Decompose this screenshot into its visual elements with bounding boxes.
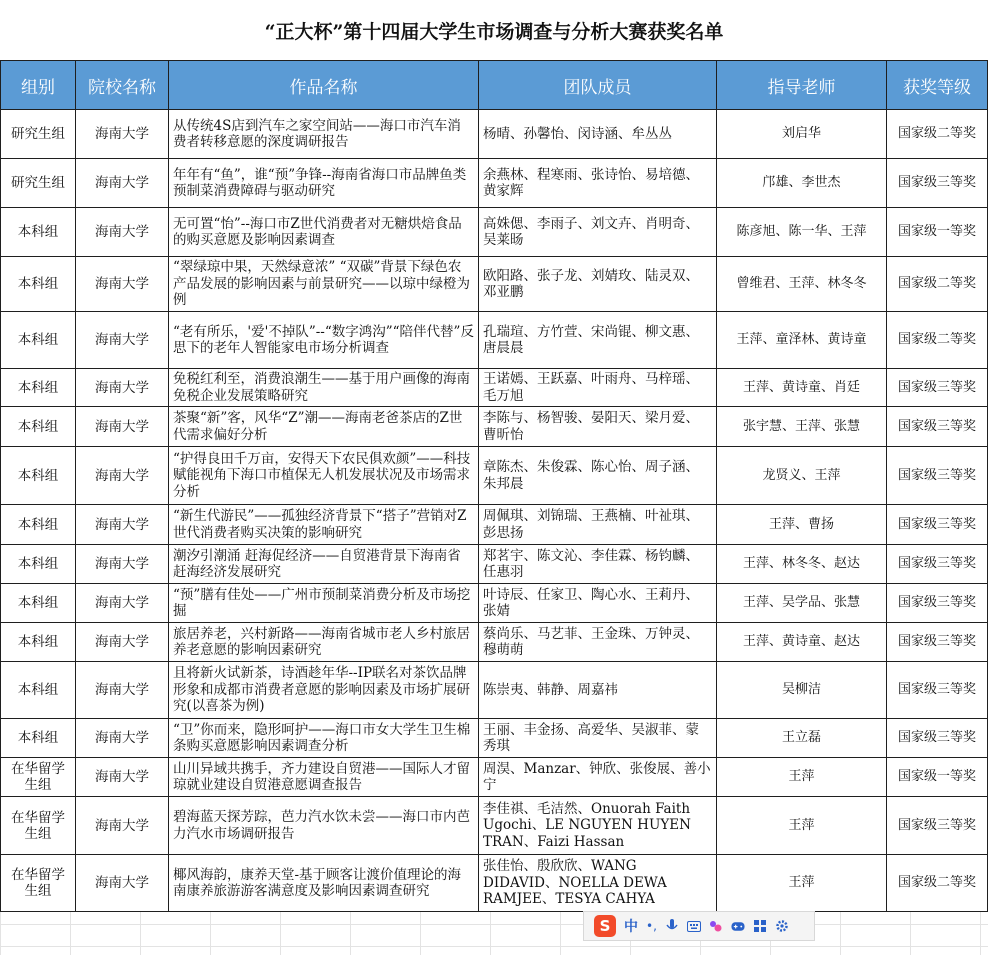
- cell-advisor[interactable]: 张宇慧、王萍、张慧: [717, 407, 887, 447]
- cell-team[interactable]: 周淏、Manzar、钟欣、张俊展、善小宁: [479, 758, 717, 797]
- table-row: [1, 159, 988, 208]
- cell-school[interactable]: 海南大学: [76, 855, 169, 912]
- cell-advisor[interactable]: 王萍、黄诗童、肖廷: [717, 369, 887, 407]
- cell-team[interactable]: 欧阳路、张子龙、刘婧玫、陆灵双、邓亚鹏: [479, 257, 717, 312]
- cell-school[interactable]: 海南大学: [76, 159, 169, 208]
- cell-group[interactable]: 本科组: [1, 545, 76, 584]
- cell-advisor[interactable]: 王萍、童泽林、黄诗童: [717, 312, 887, 369]
- cell-work[interactable]: 茶聚“新”客，风华“Z”潮——海南老爸茶店的Z世代需求偏好分析: [169, 407, 479, 447]
- cell-school[interactable]: 海南大学: [76, 584, 169, 623]
- header-team[interactable]: 团队成员: [479, 61, 717, 110]
- header-work[interactable]: 作品名称: [169, 61, 479, 110]
- table-row: [1, 545, 988, 584]
- cell-advisor[interactable]: 刘启华: [717, 110, 887, 159]
- header-advisor[interactable]: 指导老师: [717, 61, 887, 110]
- cell-work[interactable]: 椰风海韵，康养天堂-基于顾客让渡价值理论的海南康养旅游游客满意度及影响因素调查研究: [169, 855, 479, 912]
- table-row: [1, 257, 988, 312]
- cell-award[interactable]: 国家级三等奖: [887, 159, 988, 208]
- cell-award[interactable]: 国家级三等奖: [887, 447, 988, 505]
- cell-team[interactable]: 叶诗辰、任家卫、陶心水、王莉丹、张婧: [479, 584, 717, 623]
- cell-award[interactable]: 国家级三等奖: [887, 369, 988, 407]
- header-award[interactable]: 获奖等级: [887, 61, 988, 110]
- table-row: [1, 312, 988, 369]
- cell-advisor[interactable]: 曾维君、王萍、林冬冬: [717, 257, 887, 312]
- table-row: [1, 758, 988, 797]
- cell-work[interactable]: “护得良田千万亩，安得天下农民俱欢颜”——科技赋能视角下海口市植保无人机发展状况及市场需求分析: [169, 447, 479, 505]
- cell-award[interactable]: 国家级三等奖: [887, 719, 988, 758]
- cell-team[interactable]: 孔瑞瑄、方竹萱、宋尚锟、柳文惠、唐晨晨: [479, 312, 717, 369]
- table-row: [1, 208, 988, 257]
- cell-work[interactable]: 且将新火试新茶，诗酒趁年华--IP联名对茶饮品牌形象和成都市消费者意愿的影响因素及市场扩展研究(以喜茶为例): [169, 662, 479, 719]
- page-title: “正大杯”第十四届大学生市场调查与分析大赛获奖名单: [0, 0, 988, 60]
- cell-work[interactable]: “预”膳有佳处——广州市预制菜消费分析及市场挖掘: [169, 584, 479, 623]
- cell-team[interactable]: 李佳祺、毛洁然、Onuorah Faith Ugochi、LE NGUYEN HUYEN TRAN、Faizi Hassan: [479, 797, 717, 855]
- cell-group[interactable]: 在华留学生组: [1, 797, 76, 855]
- cell-school[interactable]: 海南大学: [76, 719, 169, 758]
- toolbox-grid-icon[interactable]: [753, 919, 767, 933]
- ime-toolbar[interactable]: [583, 911, 815, 941]
- cell-group[interactable]: 本科组: [1, 447, 76, 505]
- cell-advisor[interactable]: 龙贤义、王萍: [717, 447, 887, 505]
- cell-group[interactable]: 本科组: [1, 369, 76, 407]
- cell-team[interactable]: 杨晴、孙馨怡、闵诗涵、牟丛丛: [479, 110, 717, 159]
- cell-advisor[interactable]: 王萍、曹扬: [717, 505, 887, 545]
- cell-team[interactable]: 郑茗宇、陈文沁、李佳霖、杨钧麟、任惠羽: [479, 545, 717, 584]
- cell-school[interactable]: 海南大学: [76, 312, 169, 369]
- cell-award[interactable]: 国家级三等奖: [887, 545, 988, 584]
- cell-work[interactable]: “老有所乐，'爱'不掉队”--“数字鸿沟”“陪伴代替”反思下的老年人智能家电市场分析调查: [169, 312, 479, 369]
- cell-school[interactable]: 海南大学: [76, 257, 169, 312]
- cell-work[interactable]: 无可置“怡”--海口市Z世代消费者对无糖烘焙食品的购买意愿及影响因素调查: [169, 208, 479, 257]
- gamepad-icon[interactable]: [731, 919, 745, 933]
- awards-table: [0, 60, 988, 912]
- cell-group[interactable]: 本科组: [1, 623, 76, 662]
- cell-award[interactable]: 国家级三等奖: [887, 662, 988, 719]
- cell-group[interactable]: 本科组: [1, 584, 76, 623]
- cell-advisor[interactable]: 吴柳洁: [717, 662, 887, 719]
- cell-work[interactable]: 免税红利至，消费浪潮生——基于用户画像的海南免税企业发展策略研究: [169, 369, 479, 407]
- cell-award[interactable]: 国家级二等奖: [887, 312, 988, 369]
- cell-work[interactable]: 潮汐引潮涌 赶海促经济——自贸港背景下海南省赶海经济发展研究: [169, 545, 479, 584]
- cell-advisor[interactable]: 王萍、吴学品、张慧: [717, 584, 887, 623]
- microphone-icon[interactable]: [665, 919, 679, 933]
- cell-award[interactable]: 国家级一等奖: [887, 758, 988, 797]
- cell-award[interactable]: 国家级三等奖: [887, 584, 988, 623]
- cell-team[interactable]: 高姝偲、李雨子、刘文卉、肖明奇、吴莱旸: [479, 208, 717, 257]
- skin-icon[interactable]: [709, 919, 723, 933]
- cell-school[interactable]: 海南大学: [76, 662, 169, 719]
- cell-team[interactable]: 李陈与、杨智骏、晏阳天、梁月爱、曹昕怡: [479, 407, 717, 447]
- chinese-mode-toggle[interactable]: 中: [624, 919, 638, 935]
- header-group[interactable]: 组别: [1, 61, 76, 110]
- cell-school[interactable]: 海南大学: [76, 110, 169, 159]
- cell-work[interactable]: 从传统4S店到汽车之家空间站——海口市汽车消费者转移意愿的深度调研报告: [169, 110, 479, 159]
- table-row: [1, 797, 988, 855]
- cell-award[interactable]: 国家级三等奖: [887, 407, 988, 447]
- settings-gear-icon[interactable]: [775, 919, 789, 933]
- cell-award[interactable]: 国家级二等奖: [887, 855, 988, 912]
- cell-school[interactable]: 海南大学: [76, 447, 169, 505]
- cell-school[interactable]: 海南大学: [76, 623, 169, 662]
- cell-award[interactable]: 国家级二等奖: [887, 257, 988, 312]
- cell-advisor[interactable]: 邝雄、李世杰: [717, 159, 887, 208]
- header-school[interactable]: 院校名称: [76, 61, 169, 110]
- cell-team[interactable]: 王丽、丰金扬、高爱华、吴淑菲、蒙秀琪: [479, 719, 717, 758]
- table-row: [1, 110, 988, 159]
- cell-group[interactable]: 本科组: [1, 662, 76, 719]
- cell-advisor[interactable]: 王萍、林冬冬、赵达: [717, 545, 887, 584]
- cell-team[interactable]: 王诺嫣、王跃嘉、叶雨舟、马梓瑶、毛万旭: [479, 369, 717, 407]
- cell-advisor[interactable]: 王萍、黄诗童、赵达: [717, 623, 887, 662]
- cell-group[interactable]: 研究生组: [1, 110, 76, 159]
- header-row: [1, 61, 988, 110]
- cell-team[interactable]: 章陈杰、朱俊霖、陈心怡、周子涵、朱邦晨: [479, 447, 717, 505]
- cell-group[interactable]: 本科组: [1, 407, 76, 447]
- cell-work[interactable]: 年年有“鱼”，谁“预”争锋--海南省海口市品牌鱼类预制菜消费障碍与驱动研究: [169, 159, 479, 208]
- cell-school[interactable]: 海南大学: [76, 208, 169, 257]
- sogou-logo-icon[interactable]: S: [594, 915, 616, 937]
- table-row: [1, 623, 988, 662]
- cell-award[interactable]: 国家级二等奖: [887, 110, 988, 159]
- cell-group[interactable]: 本科组: [1, 208, 76, 257]
- cell-work[interactable]: 山川异域共携手，齐力建设自贸港——国际人才留琼就业建设自贸港意愿调查报告: [169, 758, 479, 797]
- cell-advisor[interactable]: 王萍: [717, 797, 887, 855]
- cell-school[interactable]: 海南大学: [76, 369, 169, 407]
- cell-group[interactable]: 在华留学生组: [1, 758, 76, 797]
- cell-school[interactable]: 海南大学: [76, 758, 169, 797]
- table-row: [1, 662, 988, 719]
- cell-team[interactable]: 张佳怡、殷欣欣、WANG DIDAVID、NOELLA DEWA RAMJEE、TESYA CAHYA: [479, 855, 717, 912]
- cell-award[interactable]: 国家级一等奖: [887, 208, 988, 257]
- cell-work[interactable]: “新生代游民”——孤独经济背景下“搭子”营销对Z世代消费者购买决策的影响研究: [169, 505, 479, 545]
- table-row: [1, 855, 988, 912]
- cell-work[interactable]: 旅居养老，兴村新路——海南省城市老人乡村旅居养老意愿的影响因素研究: [169, 623, 479, 662]
- table-row: [1, 447, 988, 505]
- cell-group[interactable]: 本科组: [1, 257, 76, 312]
- table-row: [1, 719, 988, 758]
- cell-award[interactable]: 国家级三等奖: [887, 505, 988, 545]
- cell-work[interactable]: 碧海蓝天探芳踪，芭力汽水饮未尝——海口市内芭力汽水市场调研报告: [169, 797, 479, 855]
- cell-award[interactable]: 国家级三等奖: [887, 623, 988, 662]
- cell-advisor[interactable]: 王萍: [717, 758, 887, 797]
- table-row: [1, 584, 988, 623]
- cell-team[interactable]: 蔡尚乐、马艺菲、王金珠、万钟灵、穆萌萌: [479, 623, 717, 662]
- cell-team[interactable]: 余燕林、程寒雨、张诗怡、易培德、黄家辉: [479, 159, 717, 208]
- cell-team[interactable]: 陈崇夷、韩静、周嘉祎: [479, 662, 717, 719]
- cell-advisor[interactable]: 王立磊: [717, 719, 887, 758]
- table-row: [1, 407, 988, 447]
- table-row: [1, 505, 988, 545]
- cell-group[interactable]: 本科组: [1, 505, 76, 545]
- cell-school[interactable]: 海南大学: [76, 797, 169, 855]
- cell-school[interactable]: 海南大学: [76, 545, 169, 584]
- cell-school[interactable]: 海南大学: [76, 505, 169, 545]
- cell-group[interactable]: 本科组: [1, 312, 76, 369]
- cell-group[interactable]: 本科组: [1, 719, 76, 758]
- cell-school[interactable]: 海南大学: [76, 407, 169, 447]
- punctuation-toggle[interactable]: •,: [646, 919, 657, 933]
- cell-advisor[interactable]: 王萍: [717, 855, 887, 912]
- cell-team[interactable]: 周佩琪、刘锦瑞、王燕楠、叶祉琪、彭思扬: [479, 505, 717, 545]
- keyboard-icon[interactable]: [687, 919, 701, 933]
- cell-work[interactable]: “卫”你而来，隐形呵护——海口市女大学生卫生棉条购买意愿影响因素调查分析: [169, 719, 479, 758]
- cell-award[interactable]: 国家级三等奖: [887, 797, 988, 855]
- cell-work[interactable]: “翠绿琼中果，天然绿意浓” “双碳”背景下绿色农产品发展的影响因素与前景研究——以琼中绿橙为例: [169, 257, 479, 312]
- cell-group[interactable]: 在华留学生组: [1, 855, 76, 912]
- table-row: [1, 369, 988, 407]
- cell-advisor[interactable]: 陈彦旭、陈一华、王萍: [717, 208, 887, 257]
- cell-group[interactable]: 研究生组: [1, 159, 76, 208]
